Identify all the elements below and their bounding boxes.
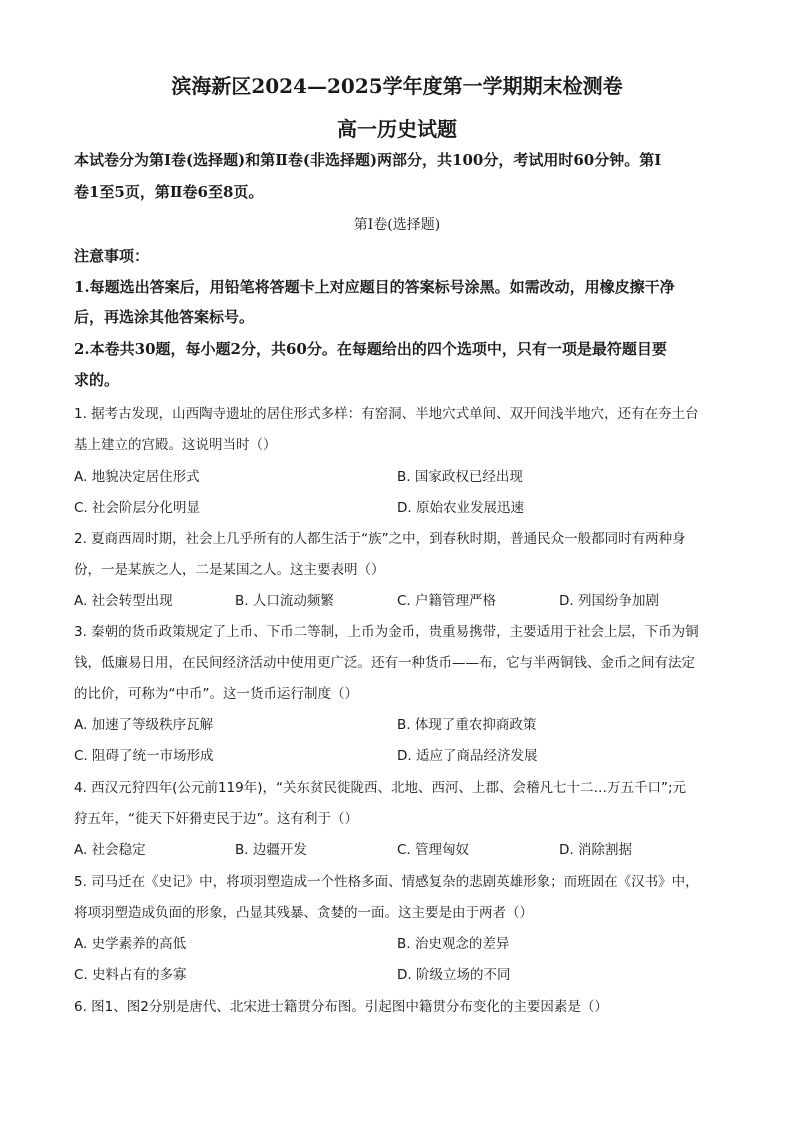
question-2-line-1: 2. 夏商西周时期，社会上几乎所有的人都生活于“族”之中，到春秋时期，普通民众一般都同时有两种身 (74, 531, 686, 547)
question-4-line-2: 狩五年，“徙天下奸猾吏民于边”。这有利于（） (74, 811, 358, 827)
question-1-option-b: B. 国家政权已经出现 (397, 469, 523, 485)
question-3-option-a: A. 加速了等级秩序瓦解 (74, 717, 214, 733)
question-4-option-b: B. 边疆开发 (235, 842, 307, 858)
question-5-option-a: A. 史学素养的高低 (74, 936, 187, 952)
question-5-line-1: 5. 司马迁在《史记》中，将项羽塑造成一个性格多面、情感复杂的悲剧英雄形象；而班固在《汉书》中， (74, 874, 699, 890)
question-5-option-c: C. 史料占有的多寡 (74, 967, 187, 983)
question-4-option-a: A. 社会稳定 (74, 842, 146, 858)
question-4-line-1: 4. 西汉元狩四年(公元前119年)，“关东贫民徙陇西、北地、西河、上郡、会稽凡七十二…万五千口”;元 (74, 780, 687, 796)
question-3-line-3: 的比价，可称为“中币”。这一货币运行制度（） (74, 686, 358, 702)
question-1-line-2: 基上建立的宫殿。这说明当时（） (74, 437, 277, 453)
question-2-option-a: A. 社会转型出现 (74, 593, 173, 609)
exam-subtitle: 高一历史试题 (337, 117, 457, 141)
question-4-option-c: C. 管理匈奴 (397, 842, 470, 858)
question-5-option-b: B. 治史观念的差异 (397, 936, 510, 952)
question-1-option-c: C. 社会阶层分化明显 (74, 500, 201, 516)
question-3-line-2: 钱，低廉易日用，在民间经济活动中使用更广泛。还有一种货币——布，它与半两铜钱、金币之间有法定 (74, 655, 695, 671)
note-1-line-1: 1.每题选出答案后，用铅笔将答题卡上对应题目的答案标号涂黑。如需改动，用橡皮擦干净 (74, 278, 675, 296)
question-2-option-b: B. 人口流动频繁 (235, 593, 334, 609)
intro-line-1: 本试卷分为第Ⅰ卷(选择题)和第Ⅱ卷(非选择题)两部分，共100分，考试用时60分钟。第Ⅰ (74, 151, 662, 169)
question-3-option-d: D. 适应了商品经济发展 (397, 748, 538, 764)
note-1-line-2: 后，再选涂其他答案标号。 (74, 308, 255, 326)
question-5-line-2: 将项羽塑造成负面的形象，凸显其残暴、贪婪的一面。这主要是由于两者（） (74, 905, 533, 921)
question-1-option-a: A. 地貌决定居住形式 (74, 469, 200, 485)
intro-line-2: 卷1至5页，第Ⅱ卷6至8页。 (74, 183, 264, 201)
question-1-option-d: D. 原始农业发展迅速 (397, 500, 524, 516)
note-2-line-2: 求的。 (74, 371, 120, 389)
question-2-line-2: 份，一是某族之人，二是某国之人。这主要表明（） (74, 562, 385, 578)
question-5-option-d: D. 阶级立场的不同 (397, 967, 511, 983)
exam-title: 滨海新区2024—2025学年度第一学期期末检测卷 (171, 74, 623, 98)
question-3-line-1: 3. 秦朝的货币政策规定了上币、下币二等制，上币为金币，贵重易携带，主要适用于社会上层，下币为铜 (74, 624, 699, 640)
question-3-option-b: B. 体现了重农抑商政策 (397, 717, 537, 733)
question-2-option-d: D. 列国纷争加剧 (559, 593, 659, 609)
notes-heading: 注意事项： (74, 247, 150, 265)
section-title: 第Ⅰ卷(选择题) (353, 217, 441, 233)
question-6-line-1: 6. 图1、图2分别是唐代、北宋进士籍贯分布图。引起图中籍贯分布变化的主要因素是（） (74, 999, 608, 1015)
question-1-line-1: 1. 据考古发现，山西陶寺遗址的居住形式多样：有窑洞、半地穴式单间、双开间浅半地穴，还有在夯土台 (74, 406, 699, 422)
question-2-option-c: C. 户籍管理严格 (397, 593, 497, 609)
question-3-option-c: C. 阻碍了统一市场形成 (74, 748, 214, 764)
question-4-option-d: D. 消除割据 (559, 842, 632, 858)
note-2-line-1: 2.本卷共30题，每小题2分，共60分。在每题给出的四个选项中，只有一项是最符题目要 (74, 340, 667, 358)
